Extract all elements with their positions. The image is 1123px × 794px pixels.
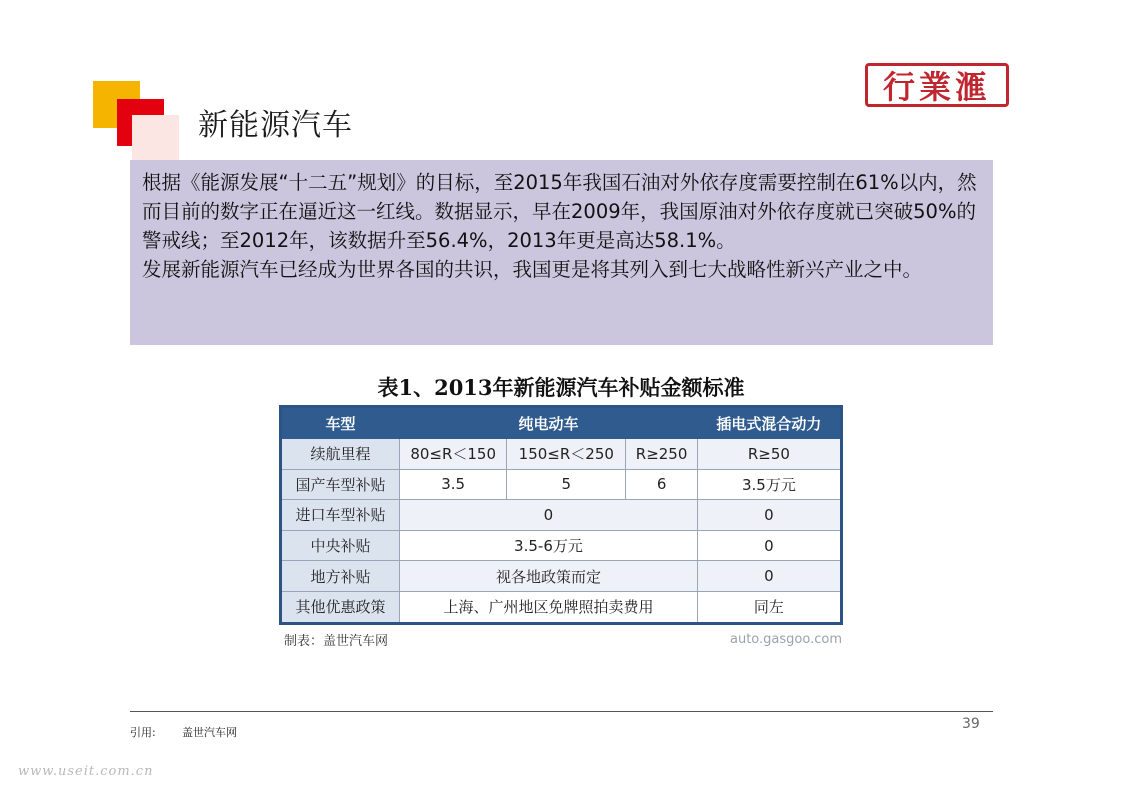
table-cell: 同左 [697, 591, 841, 623]
table-cell: R≥50 [697, 439, 841, 470]
header-cell: 车型 [281, 407, 400, 439]
page-number: 39 [962, 716, 980, 732]
decor-square-pink [132, 115, 179, 162]
footer-divider [130, 711, 993, 712]
table-cell: 视各地政策而定 [400, 561, 698, 592]
page-title: 新能源汽车 [198, 108, 353, 143]
table-cell: 5 [507, 469, 626, 500]
header-cell: 插电式混合动力 [697, 407, 841, 439]
table-row [281, 591, 842, 623]
table-cell: 0 [400, 500, 698, 531]
citation-label: 引用: [130, 726, 156, 739]
table-cell: 150≤R＜250 [507, 439, 626, 470]
brand-logo-seal [865, 63, 1009, 107]
brand-logo-text: 行業滙 [882, 68, 991, 106]
intro-paragraph-1: 根据《能源发展“十二五”规划》的目标，至2015年我国石油对外依存度需要控制在61%以内，然而目前的数字正在逼近这一红线。数据显示，早在2009年，我国原油对外依存度就已突破50%的警戒线；至2012年，该数据升至56.4%，2013年更是高达58.1%。 [142, 171, 977, 252]
intro-textbox [130, 160, 993, 345]
table-cell: 3.5 [400, 469, 507, 500]
table-row [281, 469, 842, 500]
row-label: 中央补贴 [281, 530, 400, 561]
table-cell: 上海、广州地区免牌照拍卖费用 [400, 591, 698, 623]
table-cell: R≥250 [626, 439, 697, 470]
table-caption-watermark: auto.gasgoo.com [730, 632, 842, 647]
row-label: 续航里程 [281, 439, 400, 470]
intro-paragraph-2: 发展新能源汽车已经成为世界各国的共识，我国更是将其列入到七大战略性新兴产业之中。 [142, 258, 923, 281]
table-cell: 0 [697, 530, 841, 561]
table-row [281, 561, 842, 592]
table-cell: 0 [697, 500, 841, 531]
subsidy-table [279, 405, 843, 625]
table-caption-source: 制表：盖世汽车网 [284, 634, 389, 649]
table-row [281, 439, 842, 470]
header-cell: 纯电动车 [400, 407, 698, 439]
table-row [281, 530, 842, 561]
row-label: 地方补贴 [281, 561, 400, 592]
table-row [281, 500, 842, 531]
table-header-row [281, 407, 842, 439]
site-watermark: www.useit.com.cn [18, 764, 154, 779]
row-label: 国产车型补贴 [281, 469, 400, 500]
table-cell: 3.5-6万元 [400, 530, 698, 561]
table-cell: 3.5万元 [697, 469, 841, 500]
citation-source: 盖世汽车网 [182, 726, 237, 739]
table-cell: 80≤R＜150 [400, 439, 507, 470]
row-label: 其他优惠政策 [281, 591, 400, 623]
table-cell: 6 [626, 469, 697, 500]
table-cell: 0 [697, 561, 841, 592]
table-title: 表1、2013年新能源汽车补贴金额标准 [377, 375, 745, 400]
row-label: 进口车型补贴 [281, 500, 400, 531]
